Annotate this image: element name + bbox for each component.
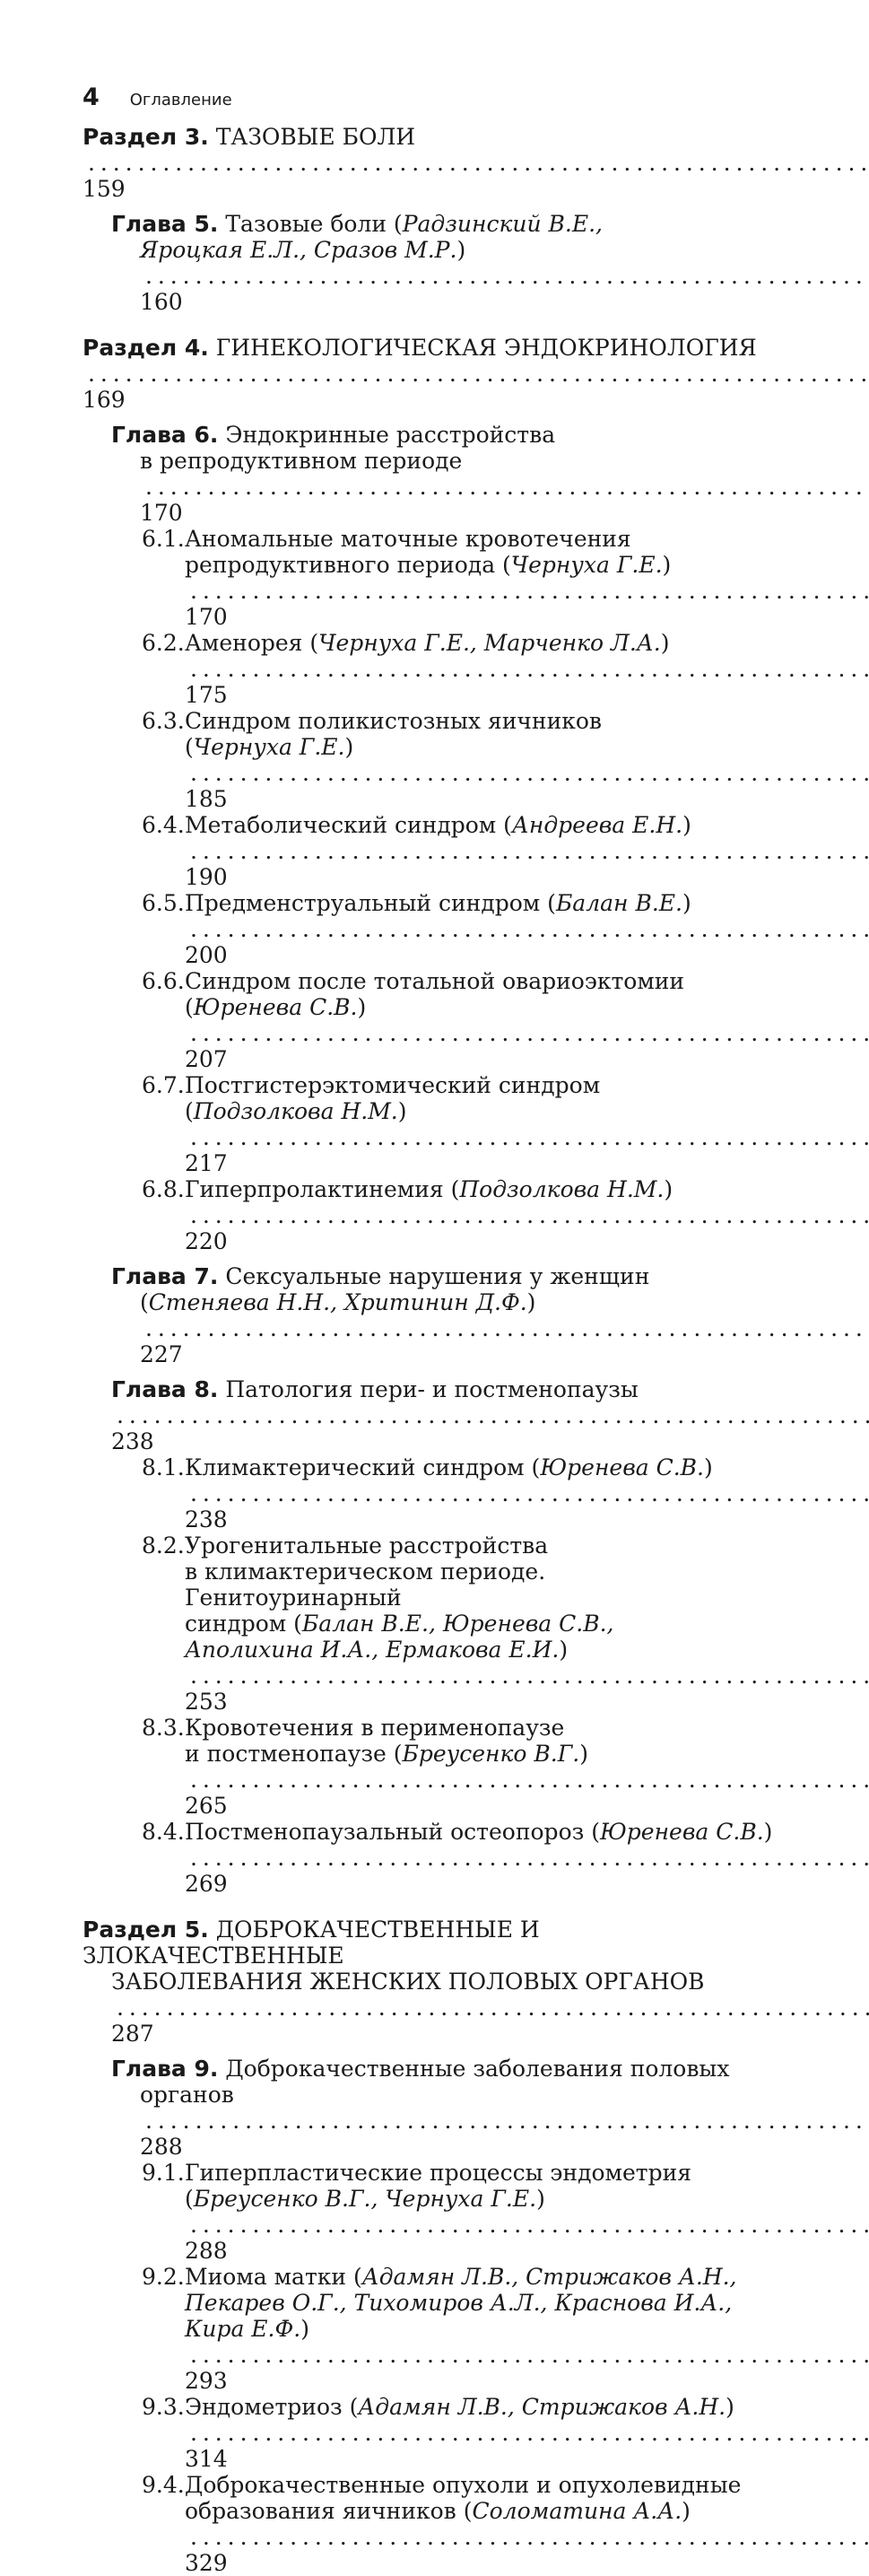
toc-subsection-6-6[interactable] <box>83 968 750 1072</box>
chapter-authors: Яроцкая Е.Л., Сразов М.Р. <box>140 237 457 263</box>
section-title: ЗАБОЛЕВАНИЯ ЖЕНСКИХ ПОЛОВЫХ ОРГАНОВ <box>111 1969 705 1995</box>
subsection-number: 9.2. <box>142 2264 185 2290</box>
paren: ) <box>456 237 466 263</box>
section-title: ГИНЕКОЛОГИЧЕСКАЯ ЭНДОКРИНОЛОГИЯ <box>215 335 757 361</box>
subsection-title: Миома матки ( <box>185 2264 362 2290</box>
subsection-authors: Юренева С.В. <box>540 1454 705 1480</box>
toc-subsection-6-5[interactable] <box>83 890 750 968</box>
page-ref: 207 <box>185 1046 228 1072</box>
section-label: Раздел 5. <box>83 1917 209 1943</box>
subsection-number: 9.3. <box>142 2394 185 2420</box>
chapter-title: в репродуктивном периоде <box>140 448 463 474</box>
subsection-title: Метаболический синдром ( <box>185 812 512 838</box>
toc-chapter-5[interactable] <box>83 211 750 315</box>
toc-subsection-8-4[interactable] <box>83 1819 773 1897</box>
leader-dots <box>88 150 869 176</box>
subsection-authors: Кира Е.Ф. <box>185 2316 301 2342</box>
leader-dots <box>88 361 869 387</box>
subsection-title: Эндометриоз ( <box>185 2394 359 2420</box>
subsection-title: Гиперпластические процессы эндометрия <box>185 2160 692 2186</box>
chapter-authors: Радзинский В.Е., <box>402 211 604 237</box>
subsection-title: Предменструальный синдром ( <box>185 890 556 916</box>
leader-dots <box>145 474 869 500</box>
subsection-title: Синдром поликистозных яичников <box>185 708 603 734</box>
subsection-authors: Пекарев О.Г., Тихомиров А.Л., Краснова И.А., <box>185 2290 733 2316</box>
paren: ) <box>682 812 691 838</box>
leader-dots <box>190 2212 869 2238</box>
toc-chapter-7[interactable] <box>83 1263 750 1367</box>
leader-dots <box>145 1315 869 1341</box>
subsection-number: 8.3. <box>142 1715 185 1741</box>
paren: ( <box>185 1098 194 1124</box>
chapter-title: Эндокринные расстройства <box>225 422 556 448</box>
section-title: ТАЗОВЫЕ БОЛИ <box>215 124 416 150</box>
subsection-authors: Чернуха Г.Е. <box>193 734 345 760</box>
page-ref: 170 <box>185 604 228 630</box>
chapter-title: Сексуальные нарушения у женщин <box>225 1263 650 1289</box>
subsection-title: репродуктивного периода ( <box>185 552 511 578</box>
subsection-authors: Юренева С.В. <box>599 1819 764 1845</box>
subsection-authors: Чернуха Г.Е. <box>510 552 663 578</box>
chapter-label: Глава 6. <box>111 422 219 448</box>
leader-dots <box>190 838 869 864</box>
toc-chapter-9[interactable] <box>83 2056 750 2160</box>
subsection-title: Доброкачественные опухоли и опухолевидные <box>185 2472 742 2498</box>
section-title: ДОБРОКАЧЕСТВЕННЫЕ И ЗЛОКАЧЕСТВЕННЫЕ <box>83 1917 540 1969</box>
section-label: Раздел 4. <box>83 335 209 361</box>
page-ref: 269 <box>185 1871 228 1897</box>
chapter-label: Глава 5. <box>111 211 219 237</box>
toc-subsection-6-7[interactable] <box>83 1072 750 1176</box>
chapter-label: Глава 7. <box>111 1263 219 1289</box>
page-number: 4 <box>83 83 100 111</box>
paren: ( <box>185 994 194 1020</box>
subsection-authors: Аполихина И.А., Ермакова Е.И. <box>185 1637 560 1663</box>
page-ref: 185 <box>185 786 228 812</box>
subsection-title: в климактерическом периоде. Генитоуринарный <box>185 1559 546 1611</box>
toc-subsection-8-2[interactable] <box>83 1533 750 1715</box>
page-ref: 238 <box>185 1506 228 1533</box>
toc-subsection-9-1[interactable] <box>83 2160 750 2264</box>
toc-subsection-6-4[interactable] <box>83 812 750 890</box>
leader-dots <box>190 916 869 942</box>
leader-dots <box>190 1663 869 1689</box>
paren: ) <box>662 552 672 578</box>
chapter-title: органов <box>140 2082 234 2108</box>
paren: ) <box>682 2498 691 2524</box>
subsection-title: синдром ( <box>185 1611 302 1637</box>
subsection-title: Урогенитальные расстройства <box>185 1533 549 1559</box>
toc-chapter-8[interactable] <box>83 1376 750 1454</box>
subsection-number: 9.1. <box>142 2160 185 2186</box>
toc-subsection-9-2[interactable] <box>83 2264 750 2394</box>
page-ref: 220 <box>185 1228 228 1254</box>
paren: ) <box>682 890 691 916</box>
toc-subsection-9-3[interactable] <box>83 2394 750 2472</box>
subsection-authors: Подзолкова Н.М. <box>193 1098 398 1124</box>
subsection-authors: Бреусенко В.Г., Чернуха Г.Е. <box>193 2186 537 2212</box>
chapter-label: Глава 9. <box>111 2056 219 2082</box>
paren: ) <box>300 2316 309 2342</box>
section-label: Раздел 3. <box>83 124 209 150</box>
leader-dots <box>190 1480 869 1506</box>
toc-subsection-8-1[interactable] <box>83 1454 750 1533</box>
subsection-authors: Юренева С.В. <box>193 994 358 1020</box>
subsection-number: 6.8. <box>142 1176 185 1202</box>
subsection-title: Синдром после тотальной овариоэктомии <box>185 968 685 994</box>
leader-dots <box>190 2420 869 2446</box>
subsection-number: 9.4. <box>142 2472 185 2498</box>
subsection-number: 6.6. <box>142 968 185 994</box>
page-ref: 159 <box>83 176 126 202</box>
leader-dots <box>145 263 869 289</box>
leader-dots <box>190 2524 869 2550</box>
page-ref: 288 <box>185 2238 228 2264</box>
chapter-authors: Стеняева Н.Н., Хритинин Д.Ф. <box>148 1289 527 1315</box>
page-ref: 190 <box>185 864 228 890</box>
subsection-title: Кровотечения в перименопаузе <box>185 1715 565 1741</box>
paren: ) <box>536 2186 545 2212</box>
leader-dots <box>190 656 869 682</box>
page-ref: 227 <box>140 1341 183 1367</box>
paren: ) <box>660 630 670 656</box>
page-ref: 293 <box>185 2368 228 2394</box>
toc-subsection-9-4[interactable] <box>83 2472 750 2576</box>
leader-dots <box>117 1995 869 2021</box>
subsection-number: 6.3. <box>142 708 185 734</box>
subsection-authors: Адамян Л.В., Стрижаков А.Н. <box>358 2394 726 2420</box>
page-ref: 170 <box>140 500 183 526</box>
paren: ) <box>664 1176 673 1202</box>
paren: ) <box>579 1741 588 1767</box>
page-header <box>83 84 232 117</box>
paren: ) <box>763 1819 773 1845</box>
subsection-title: Гиперпролактинемия ( <box>185 1176 460 1202</box>
paren: ) <box>559 1637 569 1663</box>
subsection-authors: Подзолкова Н.М. <box>459 1176 665 1202</box>
leader-dots <box>190 1124 869 1150</box>
page-ref: 265 <box>185 1793 228 1819</box>
page-ref: 253 <box>185 1689 228 1715</box>
subsection-authors: Соломатина А.А. <box>472 2498 682 2524</box>
toc-subsection-6-3[interactable] <box>83 708 750 812</box>
subsection-title: Аномальные маточные кровотечения <box>185 526 631 552</box>
subsection-number: 6.7. <box>142 1072 185 1098</box>
paren: ) <box>357 994 367 1020</box>
subsection-title: и постменопаузе ( <box>185 1741 403 1767</box>
subsection-number: 6.2. <box>142 630 185 656</box>
paren: ) <box>397 1098 407 1124</box>
subsection-title: Климактерический синдром ( <box>185 1454 541 1480</box>
leader-dots <box>190 760 869 786</box>
subsection-title: образования яичников ( <box>185 2498 473 2524</box>
toc-section-3[interactable] <box>83 124 750 202</box>
leader-dots <box>190 1202 869 1228</box>
subsection-title: Постгистерэктомический синдром <box>185 1072 601 1098</box>
page-ref: 217 <box>185 1150 228 1176</box>
page-ref: 200 <box>185 942 228 968</box>
leader-dots <box>190 1020 869 1046</box>
paren: ( <box>140 1289 149 1315</box>
subsection-authors: Балан В.Е. <box>555 890 682 916</box>
toc-subsection-6-1[interactable] <box>83 526 750 630</box>
subsection-title: Постменопаузальный остеопороз ( <box>185 1819 600 1845</box>
subsection-authors: Адамян Л.В., Стрижаков А.Н., <box>361 2264 737 2290</box>
toc-section-5[interactable] <box>83 1917 750 2047</box>
page-ref: 160 <box>140 289 183 315</box>
toc-subsection-8-3[interactable] <box>83 1715 750 1819</box>
page-ref: 169 <box>83 387 126 413</box>
chapter-title: Тазовые боли ( <box>225 211 403 237</box>
chapter-title: Патология пери- и постменопаузы <box>225 1376 639 1402</box>
subsection-authors: Андреева Е.Н. <box>511 812 683 838</box>
page-ref: 238 <box>111 1428 154 1454</box>
leader-dots <box>145 2108 869 2134</box>
paren: ) <box>726 2394 734 2420</box>
subsection-number: 8.1. <box>142 1454 185 1480</box>
table-of-contents <box>83 124 773 2576</box>
chapter-title: Доброкачественные заболевания половых <box>225 2056 730 2082</box>
running-title: Оглавление <box>129 91 232 109</box>
paren: ( <box>185 2186 194 2212</box>
leader-dots <box>190 2342 869 2368</box>
subsection-number: 6.1. <box>142 526 185 552</box>
chapter-label: Глава 8. <box>111 1376 219 1402</box>
subsection-number: 6.4. <box>142 812 185 838</box>
leader-dots <box>190 1845 869 1871</box>
paren: ( <box>185 734 194 760</box>
subsection-number: 8.2. <box>142 1533 185 1559</box>
subsection-number: 6.5. <box>142 890 185 916</box>
page-ref: 314 <box>185 2446 228 2472</box>
leader-dots <box>117 1402 869 1428</box>
subsection-authors: Бреусенко В.Г. <box>402 1741 580 1767</box>
paren: ) <box>526 1289 536 1315</box>
page-ref: 287 <box>111 2021 154 2047</box>
paren: ) <box>344 734 354 760</box>
leader-dots <box>190 578 869 604</box>
subsection-number: 8.4. <box>142 1819 185 1845</box>
page-ref: 175 <box>185 682 228 708</box>
toc-chapter-6[interactable] <box>83 422 750 526</box>
subsection-title: Аменорея ( <box>185 630 319 656</box>
paren: ) <box>704 1454 713 1480</box>
subsection-authors: Чернуха Г.Е., Марченко Л.А. <box>318 630 661 656</box>
page-ref: 329 <box>185 2550 228 2576</box>
leader-dots <box>190 1767 869 1793</box>
toc-subsection-6-8[interactable] <box>83 1176 750 1254</box>
subsection-authors: Балан В.Е., Юренева С.В., <box>301 1611 614 1637</box>
toc-subsection-6-2[interactable] <box>83 630 750 708</box>
toc-section-4[interactable] <box>83 335 757 413</box>
page-ref: 288 <box>140 2134 183 2160</box>
